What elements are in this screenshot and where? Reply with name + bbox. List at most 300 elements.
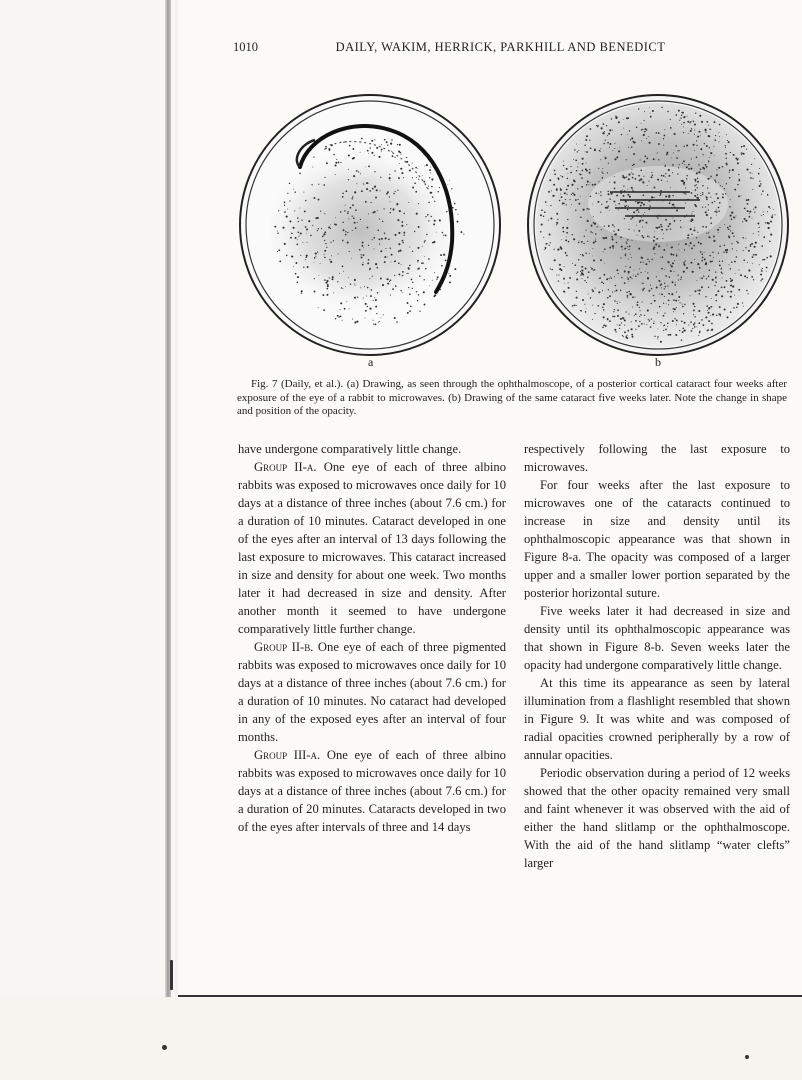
stipple-dot	[345, 231, 346, 232]
stipple-dot	[614, 181, 616, 183]
stipple-dot	[674, 308, 676, 310]
stipple-dot	[624, 271, 626, 273]
stipple-dot	[770, 221, 772, 223]
stipple-dot	[718, 232, 719, 233]
stipple-dot	[730, 281, 731, 282]
stipple-dot	[598, 291, 600, 293]
stipple-dot	[708, 125, 709, 126]
stipple-dot	[668, 293, 670, 295]
stipple-dot	[759, 168, 760, 169]
stipple-dot	[665, 176, 666, 177]
stipple-dot	[748, 216, 750, 218]
stipple-dot	[432, 280, 433, 281]
stipple-dot	[693, 309, 695, 311]
stipple-dot	[653, 295, 654, 296]
stipple-dot	[609, 320, 611, 322]
stipple-dot	[627, 209, 629, 211]
stipple-dot	[624, 248, 626, 250]
stipple-dot	[617, 301, 618, 302]
stipple-dot	[639, 316, 640, 317]
stipple-dot	[608, 289, 609, 290]
stipple-dot	[552, 195, 554, 197]
stipple-dot	[611, 278, 612, 279]
stipple-dot	[696, 184, 697, 185]
stipple-dot	[667, 323, 669, 325]
stipple-dot	[768, 227, 770, 229]
stipple-dot	[700, 278, 701, 279]
stipple-dot	[618, 209, 619, 210]
stipple-dot	[354, 297, 356, 299]
stipple-dot	[631, 334, 633, 336]
stipple-dot	[314, 278, 315, 279]
stipple-dot	[706, 199, 708, 201]
stipple-dot	[603, 237, 605, 239]
stipple-dot	[709, 255, 711, 257]
stipple-dot	[725, 153, 727, 155]
stipple-dot	[345, 205, 346, 206]
stipple-dot	[376, 189, 378, 191]
stipple-dot	[448, 273, 449, 274]
stipple-dot	[729, 171, 730, 172]
stipple-dot	[301, 290, 303, 292]
stipple-dot	[763, 214, 764, 215]
stipple-dot	[434, 220, 436, 222]
stipple-dot	[595, 238, 596, 239]
stipple-dot	[716, 174, 718, 176]
stipple-dot	[691, 128, 692, 129]
stipple-dot	[580, 275, 581, 276]
stipple-dot	[334, 164, 336, 166]
stipple-dot	[361, 190, 363, 192]
stipple-dot	[624, 319, 626, 321]
stipple-dot	[390, 262, 391, 263]
stipple-dot	[705, 164, 707, 166]
stipple-dot	[750, 177, 752, 179]
stipple-dot	[580, 254, 581, 255]
stipple-dot	[564, 192, 566, 194]
stipple-dot	[623, 186, 624, 187]
stipple-dot	[737, 303, 739, 305]
stipple-dot	[426, 164, 428, 166]
stipple-dot	[384, 256, 386, 258]
stipple-dot	[317, 217, 319, 219]
stipple-dot	[722, 166, 724, 168]
stipple-dot	[656, 227, 658, 229]
stipple-dot	[730, 296, 732, 298]
stipple-dot	[543, 216, 544, 217]
stipple-dot	[694, 259, 695, 260]
stipple-dot	[374, 171, 375, 172]
stipple-dot	[403, 213, 405, 215]
stipple-dot	[540, 214, 542, 216]
stipple-dot	[668, 169, 670, 171]
stipple-dot	[622, 176, 624, 178]
stipple-dot	[380, 190, 381, 191]
stipple-dot	[331, 144, 333, 146]
stipple-dot	[684, 216, 685, 217]
stipple-dot	[611, 119, 612, 120]
stipple-dot	[683, 313, 684, 314]
stipple-dot	[636, 225, 637, 226]
stipple-dot	[389, 174, 390, 175]
stipple-dot	[654, 253, 655, 254]
stipple-dot	[368, 214, 369, 215]
stipple-dot	[697, 181, 699, 183]
stipple-dot	[680, 279, 681, 280]
stipple-dot	[564, 266, 565, 267]
stipple-dot	[585, 311, 586, 312]
stipple-dot	[627, 297, 628, 298]
stipple-dot	[678, 110, 680, 112]
stipple-dot	[315, 256, 316, 257]
stipple-dot	[324, 250, 326, 252]
stipple-dot	[277, 251, 278, 252]
stipple-dot	[676, 209, 678, 211]
stipple-dot	[387, 283, 389, 285]
stipple-dot	[743, 306, 744, 307]
stipple-dot	[737, 242, 739, 244]
stipple-dot	[295, 237, 297, 239]
stipple-dot	[710, 261, 712, 263]
stipple-dot	[550, 242, 551, 243]
stipple-dot	[631, 240, 632, 241]
stipple-dot	[718, 252, 719, 253]
stipple-dot	[740, 274, 742, 276]
stipple-dot	[568, 287, 570, 289]
stipple-dot	[743, 259, 745, 261]
stipple-dot	[704, 252, 705, 253]
stipple-dot	[415, 191, 417, 193]
stipple-dot	[709, 136, 710, 137]
stipple-dot	[663, 315, 665, 317]
stipple-dot	[722, 194, 724, 196]
stipple-dot	[312, 225, 313, 226]
stipple-dot	[326, 280, 328, 282]
stipple-dot	[602, 326, 603, 327]
stipple-dot	[651, 196, 653, 198]
stipple-dot	[390, 180, 391, 181]
stipple-dot	[665, 195, 667, 197]
stipple-dot	[629, 246, 631, 248]
stipple-dot	[687, 237, 689, 239]
stipple-dot	[583, 243, 584, 244]
stipple-dot	[588, 184, 589, 185]
stipple-dot	[729, 225, 731, 227]
stipple-dot	[645, 263, 647, 265]
stipple-dot	[567, 178, 569, 180]
stipple-dot	[684, 322, 686, 324]
stipple-dot	[708, 307, 710, 309]
stipple-dot	[417, 300, 418, 301]
stipple-dot	[618, 229, 620, 231]
stipple-dot	[434, 294, 436, 296]
stipple-dot	[705, 211, 707, 213]
stipple-dot	[767, 194, 768, 195]
stipple-dot	[734, 261, 736, 263]
stipple-dot	[691, 192, 693, 194]
stipple-dot	[687, 121, 689, 123]
stipple-dot	[700, 243, 702, 245]
stipple-dot	[708, 204, 709, 205]
stipple-dot	[673, 152, 674, 153]
stipple-dot	[661, 180, 662, 181]
stipple-dot	[612, 316, 614, 318]
stipple-dot	[750, 245, 751, 246]
stipple-dot	[628, 259, 629, 260]
stipple-dot	[363, 298, 364, 299]
stipple-dot	[628, 174, 630, 176]
stipple-dot	[718, 167, 720, 169]
stipple-dot	[562, 227, 564, 229]
stipple-dot	[605, 237, 607, 239]
stipple-dot	[398, 151, 400, 153]
stipple-dot	[588, 209, 589, 210]
stipple-dot	[551, 190, 552, 191]
stipple-dot	[582, 170, 584, 172]
stipple-dot	[348, 218, 349, 219]
stipple-dot	[324, 240, 325, 241]
stipple-dot	[344, 308, 346, 310]
stipple-dot	[719, 245, 721, 247]
stipple-dot	[628, 271, 630, 273]
stipple-dot	[352, 318, 353, 319]
stipple-dot	[736, 307, 738, 309]
stipple-dot	[640, 178, 642, 180]
stipple-dot	[608, 205, 609, 206]
stipple-dot	[567, 219, 568, 220]
stipple-dot	[416, 213, 418, 215]
stipple-dot	[322, 294, 324, 296]
stipple-dot	[635, 313, 637, 315]
stipple-dot	[620, 192, 622, 194]
stipple-dot	[663, 233, 664, 234]
stipple-dot	[690, 321, 692, 323]
stipple-dot	[301, 220, 302, 221]
stipple-dot	[601, 204, 602, 205]
stipple-dot	[430, 216, 431, 217]
stipple-dot	[714, 139, 716, 141]
stipple-dot	[643, 161, 645, 163]
stipple-dot	[582, 163, 584, 165]
stipple-dot	[631, 169, 632, 170]
stipple-dot	[643, 289, 644, 290]
stipple-dot	[606, 278, 608, 280]
stipple-dot	[733, 154, 735, 156]
stipple-dot	[690, 130, 692, 132]
stipple-dot	[696, 140, 697, 141]
stipple-dot	[643, 214, 644, 215]
stipple-dot	[631, 146, 632, 147]
stipple-dot	[576, 297, 578, 299]
stipple-dot	[724, 309, 726, 311]
stipple-dot	[386, 141, 388, 143]
stipple-dot	[747, 262, 748, 263]
stipple-dot	[678, 249, 679, 250]
stipple-dot	[645, 222, 646, 223]
stipple-dot	[643, 288, 645, 290]
stipple-dot	[706, 166, 708, 168]
stipple-dot	[640, 310, 641, 311]
stipple-dot	[763, 211, 764, 212]
stipple-dot	[631, 328, 633, 330]
stipple-dot	[617, 309, 619, 311]
stipple-dot	[701, 121, 703, 123]
stipple-dot	[585, 267, 587, 269]
stipple-dot	[377, 267, 379, 269]
stipple-dot	[632, 177, 634, 179]
stipple-dot	[623, 195, 625, 197]
stipple-dot	[666, 229, 668, 231]
stipple-dot	[701, 260, 703, 262]
figure-label-b: b	[655, 355, 661, 369]
stipple-dot	[579, 240, 580, 241]
stipple-dot	[683, 122, 685, 124]
stipple-dot	[744, 208, 746, 210]
stipple-dot	[700, 193, 701, 194]
stipple-dot	[688, 168, 690, 170]
stipple-dot	[595, 233, 597, 235]
stipple-dot	[616, 194, 618, 196]
stipple-dot	[697, 177, 698, 178]
stipple-dot	[305, 259, 306, 260]
stipple-dot	[649, 142, 651, 144]
stipple-dot	[428, 220, 429, 221]
stipple-dot	[656, 216, 657, 217]
stipple-dot	[635, 320, 637, 322]
stipple-dot	[312, 167, 313, 168]
stipple-dot	[454, 203, 456, 205]
stipple-dot	[566, 232, 568, 234]
stipple-dot	[644, 111, 645, 112]
stipple-dot	[706, 121, 708, 123]
stipple-dot	[610, 192, 612, 194]
stipple-dot	[630, 294, 632, 296]
stipple-dot	[742, 221, 743, 222]
stipple-dot	[350, 207, 352, 209]
stipple-dot	[387, 278, 389, 280]
stipple-dot	[591, 268, 593, 270]
stipple-dot	[761, 194, 762, 195]
stipple-dot	[566, 227, 568, 229]
stipple-dot	[683, 116, 685, 118]
stipple-dot	[590, 148, 591, 149]
stipple-dot	[768, 222, 770, 224]
stipple-dot	[658, 159, 659, 160]
stipple-dot	[655, 244, 657, 246]
stipple-dot	[686, 215, 687, 216]
right-paragraph	[524, 440, 790, 476]
stipple-dot	[604, 248, 606, 250]
stipple-dot	[640, 262, 641, 263]
stipple-dot	[592, 319, 593, 320]
stipple-dot	[695, 189, 697, 191]
stipple-dot	[392, 155, 394, 157]
stipple-dot	[550, 205, 551, 206]
stipple-dot	[695, 290, 697, 292]
stipple-dot	[667, 245, 668, 246]
stipple-dot	[707, 310, 708, 311]
stipple-dot	[426, 234, 427, 235]
stipple-dot	[365, 318, 366, 319]
stipple-dot	[428, 258, 430, 260]
stipple-dot	[401, 221, 403, 223]
stipple-dot	[445, 234, 447, 236]
stipple-dot	[658, 215, 660, 217]
stipple-dot	[576, 291, 577, 292]
stipple-dot	[681, 277, 683, 279]
stipple-dot	[342, 240, 343, 241]
stipple-dot	[761, 215, 762, 216]
stipple-dot	[299, 173, 301, 175]
stipple-dot	[697, 136, 699, 138]
stipple-dot	[364, 286, 365, 287]
stipple-dot	[604, 156, 605, 157]
stipple-dot	[587, 208, 589, 210]
stipple-dot	[695, 113, 696, 114]
stipple-dot	[574, 149, 576, 151]
stipple-dot	[772, 214, 773, 215]
stipple-dot	[370, 289, 372, 291]
stipple-dot	[623, 128, 624, 129]
stipple-dot	[643, 120, 644, 121]
stipple-dot	[703, 275, 704, 276]
drawing-a	[240, 95, 500, 355]
stipple-dot	[746, 290, 747, 291]
stipple-dot	[715, 135, 716, 136]
stipple-dot	[398, 262, 400, 264]
stipple-dot	[559, 264, 561, 266]
stipple-dot	[556, 274, 557, 275]
stipple-dot	[603, 143, 605, 145]
stipple-dot	[581, 177, 583, 179]
stipple-dot	[600, 195, 601, 196]
scan-left-margin	[0, 0, 175, 1080]
stipple-dot	[608, 163, 609, 164]
stipple-dot	[619, 328, 620, 329]
stipple-dot	[659, 195, 660, 196]
stipple-dot	[428, 202, 429, 203]
stipple-dot	[402, 240, 404, 242]
stipple-dot	[614, 176, 615, 177]
stipple-dot	[605, 325, 607, 327]
stipple-dot	[656, 132, 658, 134]
stipple-dot	[676, 292, 677, 293]
stipple-dot	[663, 138, 664, 139]
stipple-dot	[375, 306, 377, 308]
stipple-dot	[654, 321, 655, 322]
stipple-dot	[602, 168, 603, 169]
stipple-dot	[631, 172, 632, 173]
stipple-dot	[391, 151, 392, 152]
stipple-dot	[664, 135, 666, 137]
stipple-dot	[580, 174, 582, 176]
left-text-column	[238, 440, 506, 836]
stipple-dot	[382, 284, 384, 286]
stipple-dot	[550, 268, 551, 269]
stipple-dot	[394, 317, 396, 319]
stipple-dot	[372, 320, 373, 321]
stipple-dot	[346, 301, 347, 302]
paragraph-text: have undergone comparatively little change.	[238, 442, 462, 456]
stipple-dot	[724, 245, 726, 247]
stipple-dot	[607, 297, 609, 299]
stipple-dot	[429, 169, 431, 171]
stipple-dot	[726, 134, 727, 135]
stipple-dot	[659, 143, 660, 144]
stipple-dot	[565, 253, 566, 254]
stipple-dot	[284, 202, 286, 204]
stipple-dot	[626, 205, 627, 206]
